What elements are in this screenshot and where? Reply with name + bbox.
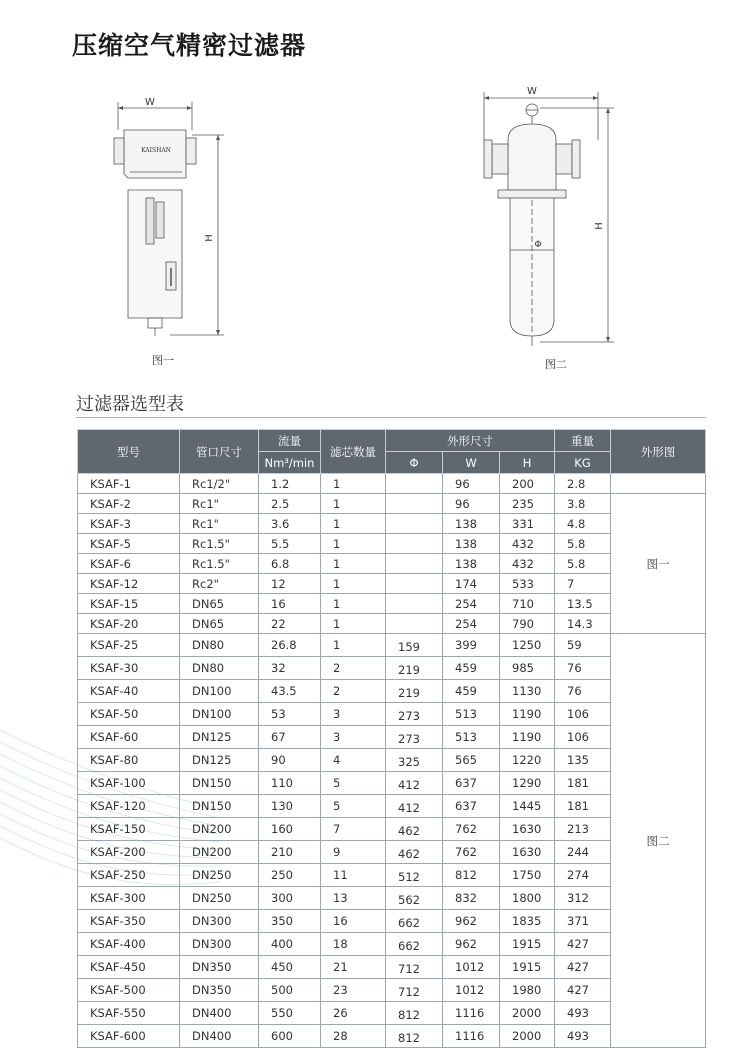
cell-phi: 712 xyxy=(386,956,443,979)
cell-port-size: Rc1/2" xyxy=(180,474,259,494)
cell-h: 710 xyxy=(500,594,555,614)
cell-outline-empty xyxy=(611,474,706,494)
header-weight: 重量 xyxy=(555,430,611,452)
cell-flow: 32 xyxy=(259,657,321,680)
header-model: 型号 xyxy=(78,430,180,474)
section-divider xyxy=(76,417,706,418)
cell-w: 1012 xyxy=(443,956,500,979)
cell-flow: 300 xyxy=(259,887,321,910)
cell-port-size: DN100 xyxy=(180,703,259,726)
cell-flow: 130 xyxy=(259,795,321,818)
cell-element-count: 2 xyxy=(321,680,386,703)
cell-w: 762 xyxy=(443,841,500,864)
cell-h: 1835 xyxy=(500,910,555,933)
cell-flow: 500 xyxy=(259,979,321,1002)
cell-port-size: DN200 xyxy=(180,841,259,864)
cell-flow: 600 xyxy=(259,1025,321,1048)
cell-phi xyxy=(386,614,443,634)
cell-phi xyxy=(386,534,443,554)
cell-h: 1190 xyxy=(500,703,555,726)
cell-element-count: 1 xyxy=(321,554,386,574)
cell-phi xyxy=(386,554,443,574)
cell-element-count: 1 xyxy=(321,534,386,554)
cell-port-size: DN150 xyxy=(180,772,259,795)
cell-element-count: 21 xyxy=(321,956,386,979)
cell-model: KSAF-20 xyxy=(78,614,180,634)
cell-port-size: DN80 xyxy=(180,634,259,657)
cell-h: 533 xyxy=(500,574,555,594)
cell-phi xyxy=(386,474,443,494)
height-label: H xyxy=(594,222,605,230)
filter-spec-table xyxy=(77,429,706,1048)
cell-flow: 12 xyxy=(259,574,321,594)
figure-one xyxy=(100,90,250,370)
cell-weight: 106 xyxy=(555,703,611,726)
cell-w: 513 xyxy=(443,726,500,749)
page-title: 压缩空气精密过滤器 xyxy=(72,31,307,60)
cell-w: 138 xyxy=(443,514,500,534)
cell-h: 790 xyxy=(500,614,555,634)
cell-port-size: DN100 xyxy=(180,680,259,703)
cell-element-count: 9 xyxy=(321,841,386,864)
table-row xyxy=(78,634,706,657)
cell-flow: 26.8 xyxy=(259,634,321,657)
cell-h: 200 xyxy=(500,474,555,494)
table-row xyxy=(78,474,706,494)
cell-w: 96 xyxy=(443,494,500,514)
header-dimensions: 外形尺寸 xyxy=(386,430,555,452)
filter-drawing-two xyxy=(470,80,620,370)
cell-flow: 6.8 xyxy=(259,554,321,574)
cell-h: 1915 xyxy=(500,933,555,956)
cell-element-count: 1 xyxy=(321,594,386,614)
cell-model: KSAF-150 xyxy=(78,818,180,841)
cell-element-count: 5 xyxy=(321,795,386,818)
cell-model: KSAF-50 xyxy=(78,703,180,726)
cell-phi: 159 xyxy=(386,634,443,657)
cell-w: 138 xyxy=(443,554,500,574)
cell-port-size: DN200 xyxy=(180,818,259,841)
cell-flow: 43.5 xyxy=(259,680,321,703)
table-body xyxy=(78,474,706,1048)
cell-port-size: Rc1" xyxy=(180,514,259,534)
cell-weight: 312 xyxy=(555,887,611,910)
cell-flow: 2.5 xyxy=(259,494,321,514)
cell-model: KSAF-120 xyxy=(78,795,180,818)
cell-flow: 22 xyxy=(259,614,321,634)
header-flow: 流量 xyxy=(259,430,321,452)
cell-port-size: Rc2" xyxy=(180,574,259,594)
cell-weight: 274 xyxy=(555,864,611,887)
cell-model: KSAF-200 xyxy=(78,841,180,864)
cell-w: 962 xyxy=(443,933,500,956)
cell-h: 1630 xyxy=(500,818,555,841)
cell-element-count: 1 xyxy=(321,614,386,634)
cell-element-count: 26 xyxy=(321,1002,386,1025)
cell-element-count: 28 xyxy=(321,1025,386,1048)
cell-w: 254 xyxy=(443,614,500,634)
cell-model: KSAF-550 xyxy=(78,1002,180,1025)
cell-w: 174 xyxy=(443,574,500,594)
cell-flow: 5.5 xyxy=(259,534,321,554)
cell-flow: 550 xyxy=(259,1002,321,1025)
brand-label: KAISHAN xyxy=(141,147,171,154)
cell-phi: 219 xyxy=(386,657,443,680)
cell-weight: 213 xyxy=(555,818,611,841)
cell-h: 1190 xyxy=(500,726,555,749)
cell-phi: 662 xyxy=(386,910,443,933)
cell-phi: 512 xyxy=(386,864,443,887)
cell-weight: 427 xyxy=(555,956,611,979)
cell-weight: 493 xyxy=(555,1002,611,1025)
header-outline: 外形图 xyxy=(611,430,706,474)
cell-h: 1915 xyxy=(500,956,555,979)
cell-port-size: Rc1.5" xyxy=(180,534,259,554)
cell-model: KSAF-30 xyxy=(78,657,180,680)
cell-w: 254 xyxy=(443,594,500,614)
cell-model: KSAF-60 xyxy=(78,726,180,749)
cell-h: 235 xyxy=(500,494,555,514)
width-label: W xyxy=(145,97,155,108)
cell-phi: 562 xyxy=(386,887,443,910)
cell-model: KSAF-600 xyxy=(78,1025,180,1048)
cell-flow: 3.6 xyxy=(259,514,321,534)
cell-model: KSAF-40 xyxy=(78,680,180,703)
header-flow-unit: Nm³/min xyxy=(259,452,321,474)
cell-flow: 160 xyxy=(259,818,321,841)
cell-port-size: DN125 xyxy=(180,726,259,749)
cell-flow: 53 xyxy=(259,703,321,726)
cell-element-count: 1 xyxy=(321,474,386,494)
cell-w: 565 xyxy=(443,749,500,772)
cell-flow: 110 xyxy=(259,772,321,795)
figure-one-caption: 图一 xyxy=(152,354,174,367)
cell-h: 432 xyxy=(500,534,555,554)
header-port-size: 管口尺寸 xyxy=(180,430,259,474)
diameter-label: Φ xyxy=(534,240,542,250)
cell-flow: 250 xyxy=(259,864,321,887)
cell-weight: 2.8 xyxy=(555,474,611,494)
cell-phi: 812 xyxy=(386,1025,443,1048)
cell-h: 1445 xyxy=(500,795,555,818)
filter-drawing-one xyxy=(100,90,250,370)
figure-two-caption: 图二 xyxy=(545,358,567,371)
cell-h: 1980 xyxy=(500,979,555,1002)
cell-flow: 350 xyxy=(259,910,321,933)
cell-port-size: DN65 xyxy=(180,594,259,614)
cell-weight: 5.8 xyxy=(555,534,611,554)
cell-element-count: 11 xyxy=(321,864,386,887)
cell-weight: 427 xyxy=(555,933,611,956)
cell-weight: 59 xyxy=(555,634,611,657)
cell-w: 637 xyxy=(443,795,500,818)
cell-port-size: DN350 xyxy=(180,956,259,979)
cell-h: 1220 xyxy=(500,749,555,772)
cell-weight: 135 xyxy=(555,749,611,772)
cell-w: 138 xyxy=(443,534,500,554)
cell-phi: 273 xyxy=(386,703,443,726)
cell-w: 812 xyxy=(443,864,500,887)
cell-weight: 76 xyxy=(555,657,611,680)
cell-element-count: 3 xyxy=(321,703,386,726)
cell-port-size: DN400 xyxy=(180,1002,259,1025)
cell-weight: 244 xyxy=(555,841,611,864)
cell-flow: 400 xyxy=(259,933,321,956)
header-phi: Φ xyxy=(386,452,443,474)
cell-element-count: 16 xyxy=(321,910,386,933)
cell-h: 985 xyxy=(500,657,555,680)
cell-w: 399 xyxy=(443,634,500,657)
cell-w: 1012 xyxy=(443,979,500,1002)
cell-weight: 371 xyxy=(555,910,611,933)
cell-weight: 7 xyxy=(555,574,611,594)
header-weight-unit: KG xyxy=(555,452,611,474)
cell-model: KSAF-3 xyxy=(78,514,180,534)
cell-model: KSAF-300 xyxy=(78,887,180,910)
cell-model: KSAF-12 xyxy=(78,574,180,594)
cell-phi xyxy=(386,494,443,514)
cell-weight: 5.8 xyxy=(555,554,611,574)
cell-port-size: Rc1.5" xyxy=(180,554,259,574)
cell-h: 1800 xyxy=(500,887,555,910)
cell-phi xyxy=(386,514,443,534)
cell-model: KSAF-400 xyxy=(78,933,180,956)
cell-port-size: DN300 xyxy=(180,910,259,933)
cell-element-count: 3 xyxy=(321,726,386,749)
cell-phi: 219 xyxy=(386,680,443,703)
cell-weight: 493 xyxy=(555,1025,611,1048)
cell-w: 1116 xyxy=(443,1002,500,1025)
cell-phi xyxy=(386,574,443,594)
cell-flow: 16 xyxy=(259,594,321,614)
cell-w: 637 xyxy=(443,772,500,795)
cell-h: 1750 xyxy=(500,864,555,887)
cell-flow: 67 xyxy=(259,726,321,749)
cell-phi: 812 xyxy=(386,1002,443,1025)
cell-model: KSAF-25 xyxy=(78,634,180,657)
cell-h: 1630 xyxy=(500,841,555,864)
cell-outline-figure-two: 图二 xyxy=(611,634,706,1048)
cell-h: 1130 xyxy=(500,680,555,703)
cell-w: 459 xyxy=(443,657,500,680)
cell-weight: 427 xyxy=(555,979,611,1002)
cell-model: KSAF-2 xyxy=(78,494,180,514)
cell-element-count: 1 xyxy=(321,494,386,514)
cell-port-size: DN350 xyxy=(180,979,259,1002)
figure-two xyxy=(470,80,620,370)
cell-phi: 273 xyxy=(386,726,443,749)
section-title: 过滤器选型表 xyxy=(76,394,184,415)
cell-w: 459 xyxy=(443,680,500,703)
cell-h: 2000 xyxy=(500,1002,555,1025)
cell-w: 1116 xyxy=(443,1025,500,1048)
cell-flow: 210 xyxy=(259,841,321,864)
cell-phi xyxy=(386,594,443,614)
cell-model: KSAF-100 xyxy=(78,772,180,795)
cell-h: 331 xyxy=(500,514,555,534)
cell-model: KSAF-80 xyxy=(78,749,180,772)
cell-weight: 76 xyxy=(555,680,611,703)
cell-weight: 3.8 xyxy=(555,494,611,514)
cell-weight: 181 xyxy=(555,772,611,795)
width-label: W xyxy=(527,86,537,97)
cell-model: KSAF-6 xyxy=(78,554,180,574)
header-element-count: 滤芯数量 xyxy=(321,430,386,474)
cell-port-size: DN150 xyxy=(180,795,259,818)
cell-port-size: DN250 xyxy=(180,864,259,887)
height-label: H xyxy=(204,234,215,242)
cell-element-count: 1 xyxy=(321,574,386,594)
cell-w: 762 xyxy=(443,818,500,841)
cell-model: KSAF-250 xyxy=(78,864,180,887)
cell-model: KSAF-15 xyxy=(78,594,180,614)
header-h: H xyxy=(500,452,555,474)
cell-flow: 450 xyxy=(259,956,321,979)
cell-element-count: 2 xyxy=(321,657,386,680)
table-row xyxy=(78,494,706,514)
cell-w: 962 xyxy=(443,910,500,933)
cell-port-size: DN65 xyxy=(180,614,259,634)
cell-phi: 712 xyxy=(386,979,443,1002)
cell-element-count: 7 xyxy=(321,818,386,841)
cell-weight: 14.3 xyxy=(555,614,611,634)
cell-port-size: DN125 xyxy=(180,749,259,772)
cell-element-count: 23 xyxy=(321,979,386,1002)
cell-model: KSAF-5 xyxy=(78,534,180,554)
cell-element-count: 4 xyxy=(321,749,386,772)
cell-element-count: 13 xyxy=(321,887,386,910)
cell-h: 1290 xyxy=(500,772,555,795)
cell-weight: 13.5 xyxy=(555,594,611,614)
cell-outline-figure-one: 图一 xyxy=(611,494,706,634)
cell-h: 1250 xyxy=(500,634,555,657)
cell-w: 513 xyxy=(443,703,500,726)
cell-port-size: DN250 xyxy=(180,887,259,910)
cell-port-size: DN400 xyxy=(180,1025,259,1048)
cell-element-count: 5 xyxy=(321,772,386,795)
cell-phi: 412 xyxy=(386,795,443,818)
cell-weight: 181 xyxy=(555,795,611,818)
cell-phi: 325 xyxy=(386,749,443,772)
cell-element-count: 18 xyxy=(321,933,386,956)
cell-port-size: Rc1" xyxy=(180,494,259,514)
cell-phi: 412 xyxy=(386,772,443,795)
cell-phi: 662 xyxy=(386,933,443,956)
cell-h: 432 xyxy=(500,554,555,574)
cell-phi: 462 xyxy=(386,818,443,841)
cell-model: KSAF-500 xyxy=(78,979,180,1002)
cell-flow: 1.2 xyxy=(259,474,321,494)
cell-h: 2000 xyxy=(500,1025,555,1048)
cell-phi: 462 xyxy=(386,841,443,864)
cell-w: 96 xyxy=(443,474,500,494)
cell-flow: 90 xyxy=(259,749,321,772)
cell-model: KSAF-1 xyxy=(78,474,180,494)
cell-w: 832 xyxy=(443,887,500,910)
cell-port-size: DN300 xyxy=(180,933,259,956)
cell-port-size: DN80 xyxy=(180,657,259,680)
cell-weight: 106 xyxy=(555,726,611,749)
cell-element-count: 1 xyxy=(321,514,386,534)
cell-model: KSAF-350 xyxy=(78,910,180,933)
cell-element-count: 1 xyxy=(321,634,386,657)
header-w: W xyxy=(443,452,500,474)
cell-model: KSAF-450 xyxy=(78,956,180,979)
cell-weight: 4.8 xyxy=(555,514,611,534)
